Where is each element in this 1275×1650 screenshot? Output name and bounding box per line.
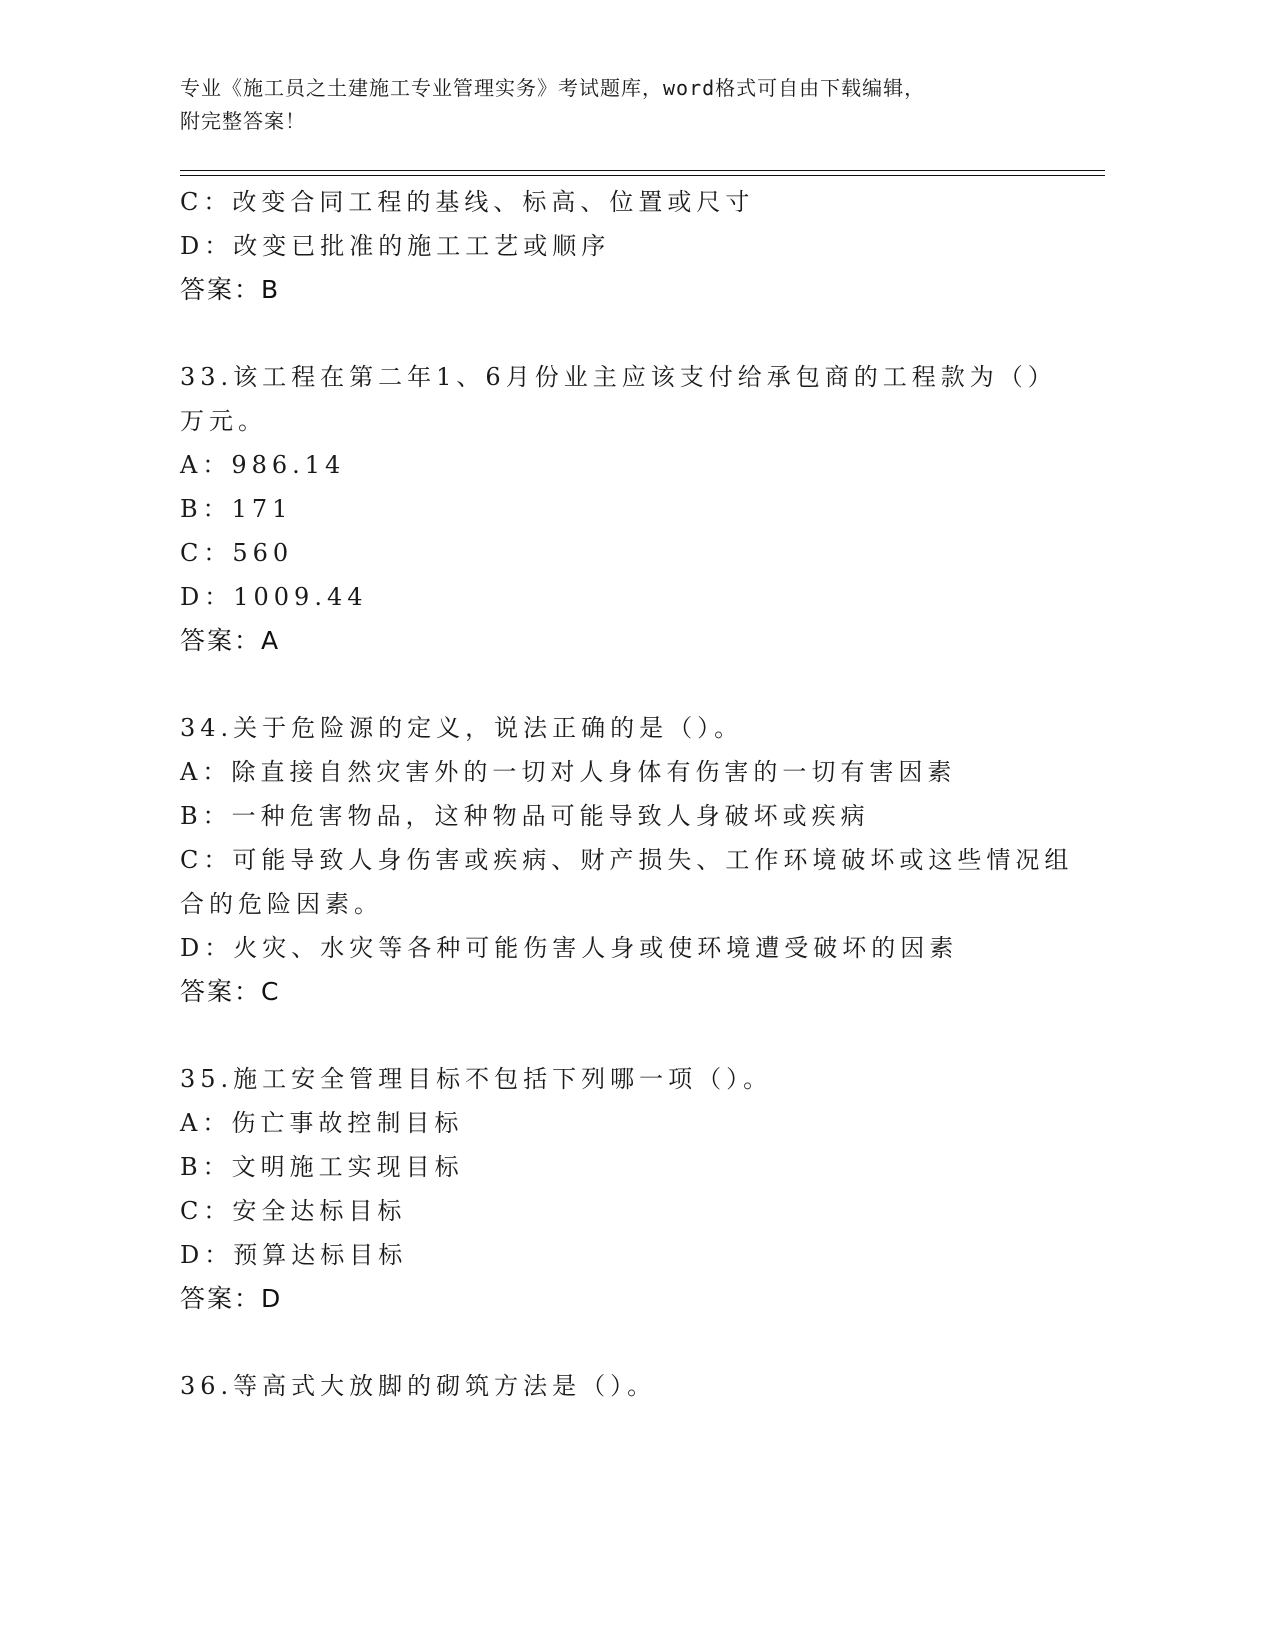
answer-label: 答案：D xyxy=(180,1284,283,1313)
option-a: A：986.14 xyxy=(180,451,346,479)
question-list xyxy=(180,180,1105,1408)
header-line-2: 附完整答案！ xyxy=(180,109,306,133)
answer-label: 答案：C xyxy=(180,977,281,1006)
option-b: B：一种危害物品，这种物品可能导致人身破坏或疾病 xyxy=(180,802,870,830)
question-33 xyxy=(180,355,1105,663)
question-stem-continued: 万元。 xyxy=(180,407,267,435)
option-c: C：可能导致人身伤害或疾病、财产损失、工作环境破坏或这些情况组 xyxy=(180,846,1074,874)
option-d: D：改变已批准的施工工艺或顺序 xyxy=(180,232,611,260)
option-b: B：文明施工实现目标 xyxy=(180,1153,464,1181)
spacer xyxy=(180,663,1105,706)
option-c: C：安全达标目标 xyxy=(180,1197,407,1225)
option-a: A：除直接自然灾害外的一切对人身体有伤害的一切有害因素 xyxy=(180,758,957,786)
question-34 xyxy=(180,706,1105,1014)
option-d: D：火灾、水灾等各种可能伤害人身或使环境遭受破坏的因素 xyxy=(180,934,959,962)
spacer xyxy=(180,1014,1105,1057)
option-b: B：171 xyxy=(180,495,293,523)
question-36 xyxy=(180,1364,1105,1408)
question-stem: 33.该工程在第二年1、6月份业主应该支付给承包商的工程款为（） xyxy=(180,363,1057,391)
spacer xyxy=(180,1321,1105,1364)
option-c: C：改变合同工程的基线、标高、位置或尺寸 xyxy=(180,188,755,216)
question-stem: 34.关于危险源的定义，说法正确的是（）。 xyxy=(180,714,744,742)
answer-label: 答案：A xyxy=(180,626,281,655)
question-stem: 36.等高式大放脚的砌筑方法是（）。 xyxy=(180,1372,657,1400)
document-header xyxy=(180,72,1060,138)
question-stem: 35.施工安全管理目标不包括下列哪一项（）。 xyxy=(180,1065,773,1093)
option-c-continued: 合的危险因素。 xyxy=(180,890,383,918)
question-32-continued xyxy=(180,180,1105,312)
header-divider-bottom xyxy=(180,175,1105,176)
answer-label: 答案：B xyxy=(180,275,281,304)
header-divider-top xyxy=(180,170,1105,171)
option-a: A：伤亡事故控制目标 xyxy=(180,1109,464,1137)
spacer xyxy=(180,312,1105,355)
option-d: D：1009.44 xyxy=(180,583,368,611)
question-35 xyxy=(180,1057,1105,1321)
option-c: C：560 xyxy=(180,539,294,567)
option-d: D：预算达标目标 xyxy=(180,1241,408,1269)
header-line-1: 专业《施工员之土建施工专业管理实务》考试题库，word格式可自由下载编辑， xyxy=(180,76,926,100)
